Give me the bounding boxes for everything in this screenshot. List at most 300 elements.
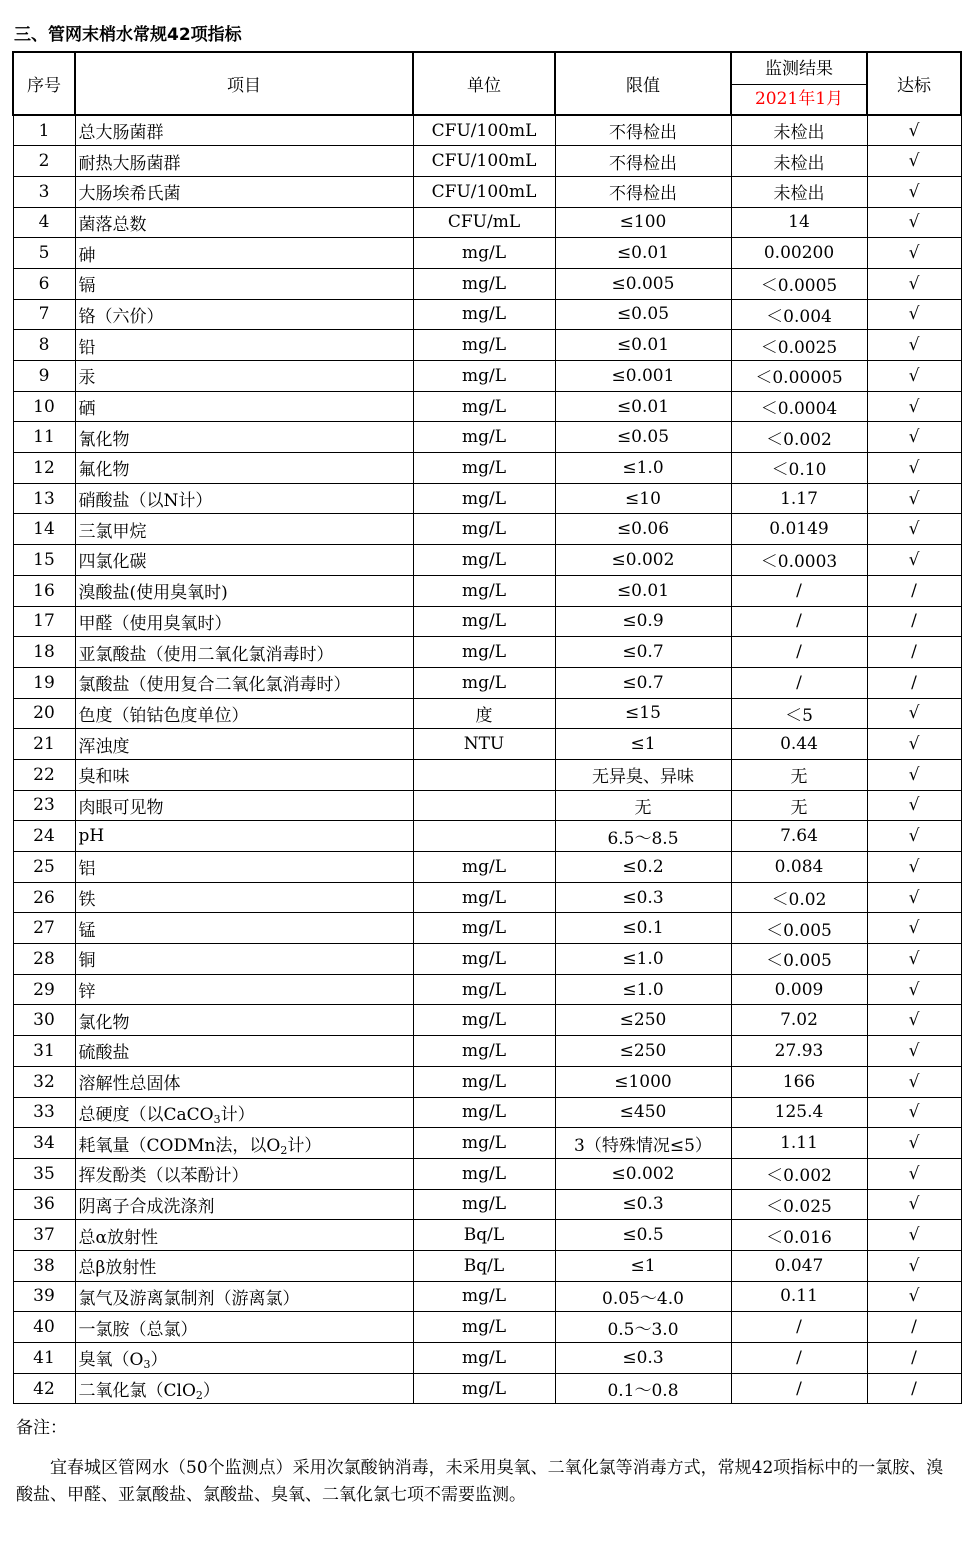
cell-item: 浑浊度 (75, 729, 413, 760)
cell-result: / (731, 667, 867, 698)
cell-seq: 5 (13, 238, 75, 269)
cell-limit: ≤0.002 (555, 1158, 731, 1189)
cell-pass: / (867, 1373, 961, 1404)
cell-seq: 37 (13, 1220, 75, 1251)
item-subscript: 3 (213, 1112, 221, 1126)
cell-pass: √ (867, 974, 961, 1005)
cell-item: 溶解性总固体 (75, 1066, 413, 1097)
table-row (13, 207, 961, 238)
cell-result: ＜0.005 (731, 944, 867, 975)
cell-pass: √ (867, 483, 961, 514)
cell-unit: mg/L (413, 391, 555, 422)
cell-result: 0.0149 (731, 514, 867, 545)
header-result-date: 2021年1月 (754, 89, 844, 109)
cell-limit: 0.5～3.0 (555, 1312, 731, 1343)
table-body (13, 115, 961, 1404)
cell-result: ＜0.002 (731, 1158, 867, 1189)
cell-limit: ≤0.3 (555, 1343, 731, 1374)
cell-pass: √ (867, 238, 961, 269)
cell-unit: mg/L (413, 637, 555, 668)
cell-pass: √ (867, 361, 961, 392)
cell-result: ＜0.004 (731, 299, 867, 330)
cell-item: 铝 (75, 852, 413, 883)
cell-item: 色度（铂钴色度单位） (75, 698, 413, 729)
cell-unit: Bq/L (413, 1250, 555, 1281)
table-row (13, 176, 961, 207)
table-row (13, 1036, 961, 1067)
cell-item: 菌落总数 (75, 207, 413, 238)
cell-item: 铜 (75, 944, 413, 975)
cell-pass: √ (867, 1097, 961, 1128)
table-row (13, 514, 961, 545)
cell-limit: ≤1 (555, 1250, 731, 1281)
cell-item: 总β放射性 (75, 1250, 413, 1281)
page-title: 三、管网末梢水常规42项指标 (14, 25, 242, 45)
cell-seq: 12 (13, 453, 75, 484)
table-row (13, 115, 961, 146)
item-text-after: ） (202, 1381, 220, 1402)
cell-pass: / (867, 1343, 961, 1374)
table-row (13, 1005, 961, 1036)
cell-item: 氯气及游离氯制剂（游离氯） (75, 1281, 413, 1312)
cell-pass: √ (867, 115, 961, 146)
cell-pass: √ (867, 1250, 961, 1281)
cell-item: 硝酸盐（以N计） (75, 483, 413, 514)
cell-pass: √ (867, 913, 961, 944)
cell-pass: √ (867, 944, 961, 975)
cell-unit: mg/L (413, 1373, 555, 1404)
cell-unit: mg/L (413, 1005, 555, 1036)
cell-item (75, 1343, 413, 1374)
cell-seq: 40 (13, 1312, 75, 1343)
item-subscript: 2 (195, 1389, 203, 1403)
cell-pass: √ (867, 1005, 961, 1036)
cell-item: 砷 (75, 238, 413, 269)
cell-limit: ≤250 (555, 1005, 731, 1036)
table-row (13, 821, 961, 852)
cell-unit: mg/L (413, 1281, 555, 1312)
table-row (13, 790, 961, 821)
cell-result: 无 (731, 790, 867, 821)
cell-unit (413, 821, 555, 852)
cell-result: ＜0.00005 (731, 361, 867, 392)
cell-seq: 4 (13, 207, 75, 238)
cell-unit: mg/L (413, 330, 555, 361)
cell-result: / (731, 1312, 867, 1343)
cell-result: 无 (731, 759, 867, 790)
cell-seq: 33 (13, 1097, 75, 1128)
cell-seq: 38 (13, 1250, 75, 1281)
table-row (13, 637, 961, 668)
cell-item: 汞 (75, 361, 413, 392)
cell-result: ＜0.0004 (731, 391, 867, 422)
cell-pass: √ (867, 453, 961, 484)
cell-item: 溴酸盐(使用臭氧时) (75, 575, 413, 606)
cell-pass: √ (867, 514, 961, 545)
cell-result: ＜0.0025 (731, 330, 867, 361)
table-row (13, 1343, 961, 1374)
cell-seq: 23 (13, 790, 75, 821)
item-text-after: 计） (287, 1135, 322, 1156)
cell-unit: mg/L (413, 1158, 555, 1189)
cell-item: 肉眼可见物 (75, 790, 413, 821)
cell-seq: 2 (13, 146, 75, 177)
cell-unit: mg/L (413, 1036, 555, 1067)
cell-item: 硫酸盐 (75, 1036, 413, 1067)
cell-limit: 0.1～0.8 (555, 1373, 731, 1404)
cell-pass: √ (867, 759, 961, 790)
cell-pass: √ (867, 146, 961, 177)
cell-result: ＜0.02 (731, 882, 867, 913)
cell-result: ＜0.002 (731, 422, 867, 453)
cell-limit: ≤0.01 (555, 575, 731, 606)
cell-item: 硒 (75, 391, 413, 422)
cell-pass: √ (867, 1158, 961, 1189)
cell-item: 铁 (75, 882, 413, 913)
cell-limit: ≤1.0 (555, 974, 731, 1005)
cell-result: 未检出 (731, 176, 867, 207)
cell-unit (413, 759, 555, 790)
table-row (13, 1097, 961, 1128)
table-row (13, 913, 961, 944)
cell-item: 氯化物 (75, 1005, 413, 1036)
cell-result: 27.93 (731, 1036, 867, 1067)
cell-limit: ≤1000 (555, 1066, 731, 1097)
cell-seq: 1 (13, 115, 75, 146)
cell-item: 一氯胺（总氯） (75, 1312, 413, 1343)
item-text: 二氧化氯（ClO (78, 1381, 196, 1402)
cell-seq: 18 (13, 637, 75, 668)
cell-pass: √ (867, 268, 961, 299)
cell-result: ＜0.025 (731, 1189, 867, 1220)
cell-item: 锌 (75, 974, 413, 1005)
cell-limit: ≤0.002 (555, 545, 731, 576)
cell-unit: CFU/100mL (413, 115, 555, 146)
table-row (13, 1220, 961, 1251)
cell-unit: mg/L (413, 852, 555, 883)
cell-result: / (731, 1343, 867, 1374)
cell-limit: ≤0.7 (555, 667, 731, 698)
cell-pass: √ (867, 1220, 961, 1251)
cell-seq: 21 (13, 729, 75, 760)
cell-result: 0.047 (731, 1250, 867, 1281)
cell-seq: 14 (13, 514, 75, 545)
cell-seq: 35 (13, 1158, 75, 1189)
cell-limit: 不得检出 (555, 146, 731, 177)
table-row (13, 422, 961, 453)
table-row (13, 1189, 961, 1220)
cell-pass: √ (867, 422, 961, 453)
cell-item: 耐热大肠菌群 (75, 146, 413, 177)
cell-seq: 7 (13, 299, 75, 330)
header-result-label: 监测结果 (732, 54, 866, 85)
cell-limit: 0.05～4.0 (555, 1281, 731, 1312)
cell-seq: 25 (13, 852, 75, 883)
cell-item: 臭和味 (75, 759, 413, 790)
cell-seq: 6 (13, 268, 75, 299)
cell-pass: √ (867, 545, 961, 576)
cell-pass: / (867, 1312, 961, 1343)
cell-item: 甲醛（使用臭氧时） (75, 606, 413, 637)
cell-result: / (731, 575, 867, 606)
cell-limit: 6.5～8.5 (555, 821, 731, 852)
cell-item: 总α放射性 (75, 1220, 413, 1251)
cell-seq: 41 (13, 1343, 75, 1374)
cell-unit: mg/L (413, 238, 555, 269)
cell-result: / (731, 637, 867, 668)
table-row (13, 852, 961, 883)
cell-unit: CFU/100mL (413, 146, 555, 177)
cell-unit: 度 (413, 698, 555, 729)
indicator-table (12, 51, 962, 1404)
cell-seq: 39 (13, 1281, 75, 1312)
cell-pass: / (867, 606, 961, 637)
cell-seq: 30 (13, 1005, 75, 1036)
cell-unit (413, 790, 555, 821)
cell-unit: mg/L (413, 545, 555, 576)
cell-seq: 24 (13, 821, 75, 852)
cell-limit: ≤0.7 (555, 637, 731, 668)
cell-limit: 3（特殊情况≤5） (555, 1128, 731, 1159)
item-text: 臭氧（O (78, 1350, 144, 1371)
cell-pass: √ (867, 330, 961, 361)
cell-seq: 29 (13, 974, 75, 1005)
cell-limit: ≤450 (555, 1097, 731, 1128)
cell-seq: 9 (13, 361, 75, 392)
header-seq: 序号 (13, 52, 75, 115)
table-row (13, 1066, 961, 1097)
cell-limit: ≤0.9 (555, 606, 731, 637)
cell-limit: ≤0.005 (555, 268, 731, 299)
cell-seq: 10 (13, 391, 75, 422)
cell-result: ＜0.016 (731, 1220, 867, 1251)
cell-seq: 16 (13, 575, 75, 606)
cell-pass: √ (867, 882, 961, 913)
cell-seq: 11 (13, 422, 75, 453)
table-row (13, 974, 961, 1005)
cell-unit: mg/L (413, 575, 555, 606)
cell-seq: 17 (13, 606, 75, 637)
cell-unit: mg/L (413, 1097, 555, 1128)
cell-unit: mg/L (413, 361, 555, 392)
cell-seq: 36 (13, 1189, 75, 1220)
cell-item: 大肠埃希氏菌 (75, 176, 413, 207)
notes-label: 备注： (16, 1418, 67, 1438)
table-row (13, 483, 961, 514)
table-row (13, 1158, 961, 1189)
cell-limit: ≤10 (555, 483, 731, 514)
cell-seq: 8 (13, 330, 75, 361)
cell-pass: √ (867, 1281, 961, 1312)
cell-pass: √ (867, 299, 961, 330)
cell-unit: CFU/mL (413, 207, 555, 238)
cell-pass: √ (867, 391, 961, 422)
cell-limit: ≤0.06 (555, 514, 731, 545)
cell-unit: mg/L (413, 422, 555, 453)
header-pass: 达标 (867, 52, 961, 115)
cell-pass: √ (867, 790, 961, 821)
cell-limit: 无 (555, 790, 731, 821)
cell-item: 氯酸盐（使用复合二氧化氯消毒时） (75, 667, 413, 698)
cell-pass: √ (867, 698, 961, 729)
cell-item: 锰 (75, 913, 413, 944)
cell-result: 14 (731, 207, 867, 238)
cell-unit: mg/L (413, 1066, 555, 1097)
cell-unit: Bq/L (413, 1220, 555, 1251)
cell-item: 亚氯酸盐（使用二氧化氯消毒时） (75, 637, 413, 668)
cell-seq: 15 (13, 545, 75, 576)
cell-result: / (731, 606, 867, 637)
table-row (13, 330, 961, 361)
table-row (13, 299, 961, 330)
cell-item: 三氯甲烷 (75, 514, 413, 545)
cell-item: 氟化物 (75, 453, 413, 484)
cell-item: 挥发酚类（以苯酚计） (75, 1158, 413, 1189)
cell-item: 铅 (75, 330, 413, 361)
cell-limit: ≤1.0 (555, 944, 731, 975)
cell-item: 阴离子合成洗涤剂 (75, 1189, 413, 1220)
cell-pass: √ (867, 1189, 961, 1220)
cell-limit: ≤0.2 (555, 852, 731, 883)
cell-item (75, 1128, 413, 1159)
cell-unit: mg/L (413, 667, 555, 698)
cell-limit: ≤0.1 (555, 913, 731, 944)
cell-seq: 3 (13, 176, 75, 207)
cell-limit: ≤0.001 (555, 361, 731, 392)
cell-result: 7.64 (731, 821, 867, 852)
cell-limit: 无异臭、异味 (555, 759, 731, 790)
cell-pass: / (867, 667, 961, 698)
cell-unit: mg/L (413, 1128, 555, 1159)
cell-pass: √ (867, 729, 961, 760)
cell-item: 氰化物 (75, 422, 413, 453)
cell-result: 0.11 (731, 1281, 867, 1312)
cell-seq: 19 (13, 667, 75, 698)
table-row (13, 1128, 961, 1159)
cell-seq: 27 (13, 913, 75, 944)
header-unit: 单位 (413, 52, 555, 115)
cell-result: ＜0.0003 (731, 545, 867, 576)
item-subscript: 2 (280, 1143, 288, 1157)
cell-seq: 42 (13, 1373, 75, 1404)
cell-result: 7.02 (731, 1005, 867, 1036)
table-row (13, 575, 961, 606)
cell-limit: ≤1 (555, 729, 731, 760)
table-row (13, 453, 961, 484)
cell-pass: √ (867, 207, 961, 238)
cell-seq: 20 (13, 698, 75, 729)
table-row (13, 944, 961, 975)
cell-limit: ≤0.3 (555, 1189, 731, 1220)
cell-limit: 不得检出 (555, 115, 731, 146)
cell-pass: √ (867, 176, 961, 207)
cell-unit: mg/L (413, 483, 555, 514)
table-row (13, 667, 961, 698)
cell-unit: mg/L (413, 974, 555, 1005)
cell-result: 0.00200 (731, 238, 867, 269)
cell-limit: ≤0.05 (555, 299, 731, 330)
cell-unit: mg/L (413, 606, 555, 637)
cell-result: ＜0.10 (731, 453, 867, 484)
cell-result: 0.084 (731, 852, 867, 883)
cell-result: 0.009 (731, 974, 867, 1005)
cell-seq: 22 (13, 759, 75, 790)
header-item: 项目 (75, 52, 413, 115)
item-text: 耗氧量（CODMn法，以O (78, 1135, 281, 1156)
table-row (13, 1373, 961, 1404)
header-limit: 限值 (555, 52, 731, 115)
cell-unit: mg/L (413, 1343, 555, 1374)
table-row (13, 238, 961, 269)
table-row (13, 606, 961, 637)
cell-pass: √ (867, 1128, 961, 1159)
cell-limit: ≤0.01 (555, 238, 731, 269)
cell-unit: mg/L (413, 1189, 555, 1220)
cell-unit: mg/L (413, 268, 555, 299)
header-result (731, 52, 867, 115)
table-row (13, 1281, 961, 1312)
table-row (13, 882, 961, 913)
cell-limit: ≤0.01 (555, 330, 731, 361)
table-row (13, 1312, 961, 1343)
cell-unit: mg/L (413, 882, 555, 913)
cell-limit: ≤0.5 (555, 1220, 731, 1251)
cell-result: / (731, 1373, 867, 1404)
cell-pass: √ (867, 1066, 961, 1097)
cell-pass: √ (867, 852, 961, 883)
cell-seq: 31 (13, 1036, 75, 1067)
cell-item: pH (75, 821, 413, 852)
cell-seq: 28 (13, 944, 75, 975)
cell-pass: / (867, 575, 961, 606)
notes-text: 宜春城区管网水（50个监测点）采用次氯酸钠消毒，未采用臭氧、二氧化氯等消毒方式，常规42项指标中的一氯胺、溴酸盐、甲醛、亚氯酸盐、氯酸盐、臭氧、二氧化氯七项不需要监测。 (16, 1458, 944, 1505)
cell-unit: mg/L (413, 913, 555, 944)
item-text: 总硬度（以CaCO (78, 1104, 214, 1125)
cell-result: 1.17 (731, 483, 867, 514)
cell-item (75, 1373, 413, 1404)
cell-unit: CFU/100mL (413, 176, 555, 207)
cell-item (75, 1097, 413, 1128)
item-text-after: ） (150, 1350, 168, 1371)
item-text-after: 计） (220, 1104, 255, 1125)
table-row (13, 391, 961, 422)
table-row (13, 268, 961, 299)
table-row (13, 698, 961, 729)
cell-limit: ≤15 (555, 698, 731, 729)
cell-limit: ≤0.01 (555, 391, 731, 422)
cell-seq: 32 (13, 1066, 75, 1097)
cell-result: 0.44 (731, 729, 867, 760)
cell-result: 125.4 (731, 1097, 867, 1128)
cell-result: ＜5 (731, 698, 867, 729)
table-row (13, 545, 961, 576)
table-row (13, 729, 961, 760)
cell-pass: √ (867, 1036, 961, 1067)
cell-limit: ≤100 (555, 207, 731, 238)
cell-result: 未检出 (731, 146, 867, 177)
cell-item: 总大肠菌群 (75, 115, 413, 146)
table-row (13, 1250, 961, 1281)
cell-unit: mg/L (413, 944, 555, 975)
cell-item: 铬（六价） (75, 299, 413, 330)
item-subscript: 3 (143, 1358, 151, 1372)
cell-unit: NTU (413, 729, 555, 760)
cell-unit: mg/L (413, 299, 555, 330)
cell-unit: mg/L (413, 1312, 555, 1343)
cell-limit: 不得检出 (555, 176, 731, 207)
cell-item: 镉 (75, 268, 413, 299)
cell-pass: / (867, 637, 961, 668)
